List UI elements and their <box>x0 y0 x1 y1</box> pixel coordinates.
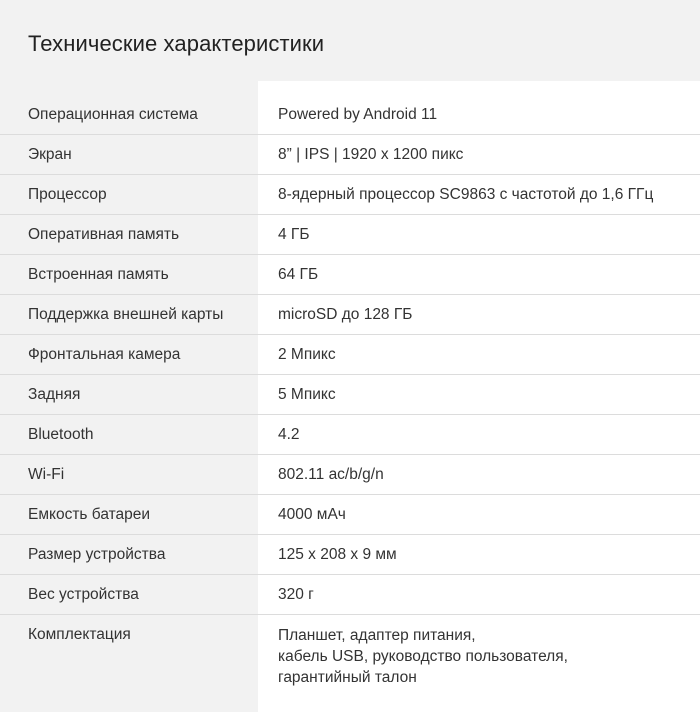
spec-row-card <box>0 295 700 335</box>
spec-label: Операционная система <box>0 95 258 134</box>
spec-value: 4.2 <box>258 415 700 454</box>
spec-label: Вес устройства <box>0 575 258 614</box>
spec-value: 5 Мпикс <box>258 375 700 414</box>
spec-row-package <box>0 615 700 712</box>
spec-value: microSD до 128 ГБ <box>258 295 700 334</box>
spec-label: Wi-Fi <box>0 455 258 494</box>
spec-row-rear-camera <box>0 375 700 415</box>
spec-row-cpu <box>0 175 700 215</box>
spec-label: Поддержка внешней карты <box>0 295 258 334</box>
spec-value: 8” | IPS | 1920 x 1200 пикс <box>258 135 700 174</box>
spec-row-bluetooth <box>0 415 700 455</box>
spec-label: Встроенная память <box>0 255 258 294</box>
spec-label: Экран <box>0 135 258 174</box>
spec-value: 320 г <box>258 575 700 614</box>
spec-row-front-camera <box>0 335 700 375</box>
spec-row-screen <box>0 135 700 175</box>
spec-value: 4 ГБ <box>258 215 700 254</box>
page-title: Технические характеристики <box>28 31 325 56</box>
spec-label: Комплектация <box>0 615 258 712</box>
spec-label: Задняя <box>0 375 258 414</box>
spec-table <box>0 95 700 712</box>
spec-row-storage <box>0 255 700 295</box>
spec-label: Bluetooth <box>0 415 258 454</box>
spec-value: 802.11 ac/b/g/n <box>258 455 700 494</box>
spec-row-wifi <box>0 455 700 495</box>
spec-label: Фронтальная камера <box>0 335 258 374</box>
spec-row-dimensions <box>0 535 700 575</box>
spec-value: 2 Мпикс <box>258 335 700 374</box>
spec-value: 125 x 208 x 9 мм <box>258 535 700 574</box>
spec-label: Процессор <box>0 175 258 214</box>
spec-row-weight <box>0 575 700 615</box>
header <box>0 0 700 81</box>
spec-row-os <box>0 95 700 135</box>
spec-value: 8-ядерный процессор SC9863 с частотой до 1,6 ГГц <box>258 175 700 214</box>
spec-label: Размер устройства <box>0 535 258 574</box>
spec-row-ram <box>0 215 700 255</box>
spec-value: 4000 мАч <box>258 495 700 534</box>
spec-value: 64 ГБ <box>258 255 700 294</box>
spec-value: Powered by Android 11 <box>258 95 700 134</box>
spec-label: Емкость батареи <box>0 495 258 534</box>
spec-label: Оперативная память <box>0 215 258 254</box>
spec-row-battery <box>0 495 700 535</box>
spec-value: Планшет, адаптер питания, кабель USB, руководство пользователя, гарантийный талон <box>258 615 700 712</box>
label-column-gap <box>0 81 258 95</box>
